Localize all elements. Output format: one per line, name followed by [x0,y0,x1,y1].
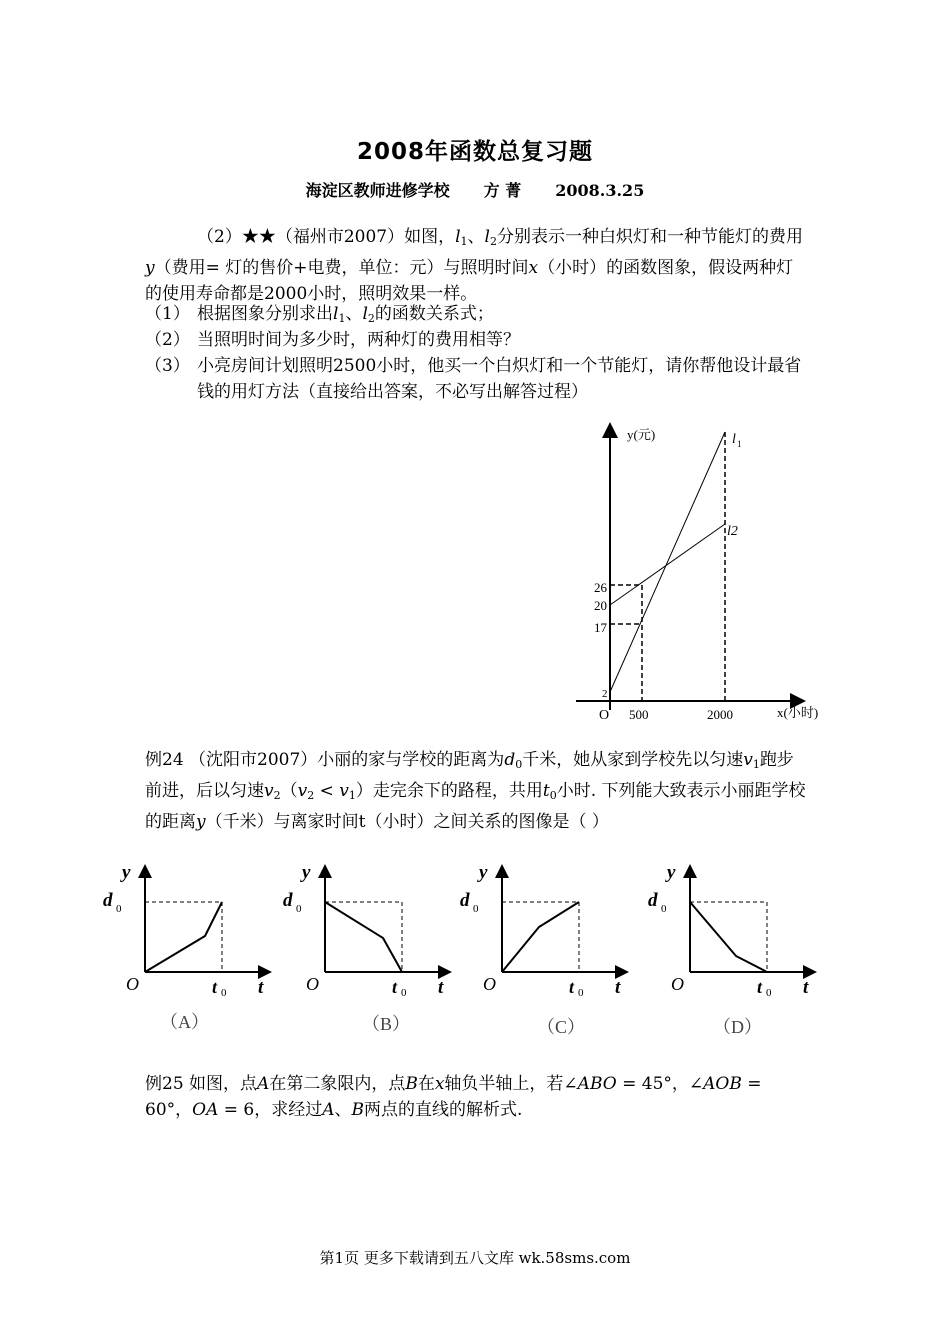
svg-text:d: d [648,890,658,911]
option-graphs [100,850,830,1050]
svg-text:O: O [126,974,139,994]
l2-label: l2 [727,524,738,539]
svg-text:d: d [460,890,470,911]
svg-text:0: 0 [221,987,227,999]
svg-text:t: t [803,977,809,998]
svg-text:O: O [671,974,684,994]
option-c-label: （C） [537,1017,586,1037]
problem-25-text: 例25 如图，点A在第二象限内，点B在x轴负半轴上，若∠ABO = 45°，∠AOB = 60°，OA = 6，求经过A、B两点的直线的解析式. [145,1074,762,1120]
svg-text:O: O [483,974,496,994]
svg-text:0: 0 [766,987,772,999]
option-b-graph [283,862,448,1034]
option-a-graph [103,862,268,1032]
problem-2-text: （2）★★（福州市2007）如图，$l_1$、$l_2$分别表示一种白炽灯和一种节能灯的费用y（费用= 灯的售价+电费，单位：元）与照明时间x（小时）的函数图象，假设两种灯的使用寿命都是2000小时，照明效果一样。 [145,227,803,304]
svg-text:t: t [615,977,621,998]
svg-text:0: 0 [578,987,584,999]
x-tick-500: 500 [629,707,649,722]
svg-text:d: d [103,890,113,911]
byline [0,178,950,201]
svg-text:0: 0 [401,987,407,999]
option-d-graph [648,862,813,1037]
svg-text:y: y [667,862,676,883]
option-d-curve [690,902,767,972]
svg-text:t: t [438,977,444,998]
svg-text:y: y [479,862,488,883]
y-tick-20: 20 [594,598,607,613]
option-b-curve [325,902,402,972]
question-1: （1） 根据图象分别求出$l_1$、$l_2$的函数关系式； [145,304,494,325]
l1-line [610,432,725,692]
svg-text:y: y [302,862,311,883]
origin-label: O [599,708,610,723]
svg-text:t: t [392,977,398,997]
y-tick-2: 2 [602,688,608,700]
y-axis-label: y(元) [627,427,656,442]
option-a-curve [145,902,222,972]
school-name: 海淀区教师进修学校 [305,181,450,200]
option-a-label: （A） [160,1012,209,1032]
date: 2008.3.25 [555,181,645,200]
svg-text:d: d [283,890,293,911]
page-title: 2008年函数总复习题 [356,139,593,165]
x-axis-label: x(小时) [777,705,819,720]
option-d-label: （D） [713,1017,762,1037]
page-footer: 第1页 更多下载请到五八文库 wk.58sms.com [319,1249,631,1267]
question-2: （2） 当照明时间为多少时，两种灯的费用相等？ [145,330,520,350]
svg-text:0: 0 [116,903,122,915]
problem-24-text: 例24 （沈阳市2007）小丽的家与学校的距离为$d_0$千米，她从家到学校先以匀速$v_1$跑步前进，后以匀速$v_2(v_2 < v_1)$走完余下的路程，共用$t_0$小时. 下列能大致表示小丽距学校的距离y（千米）与离家时间t（小时）之间关系的图像是（ ） [145,750,806,832]
author-name: 方 菁 [483,181,522,200]
l1-label-sub: 1 [737,439,742,449]
svg-text:t: t [212,977,218,997]
svg-text:y: y [122,862,131,883]
svg-text:0: 0 [296,903,302,915]
y-tick-26: 26 [594,580,607,595]
l2-line [610,524,725,605]
option-b-label: （B） [362,1014,411,1034]
svg-text:t: t [757,977,763,997]
x-tick-2000: 2000 [707,707,733,722]
question-3: （3） 小亮房间计划照明2500小时，他买一个白炽灯和一个节能灯，请你帮他设计最省钱的用灯方法（直接给出答案，不必写出解答过程） [145,356,802,402]
option-c-graph [460,862,625,1037]
svg-text:0: 0 [473,903,479,915]
svg-text:O: O [306,974,319,994]
guide-26 [610,585,642,701]
y-tick-17: 17 [594,620,607,635]
l1-label: l [732,432,736,447]
option-c-curve [502,902,579,972]
svg-text:0: 0 [661,903,667,915]
cost-graph [570,412,840,732]
svg-text:t: t [258,977,264,998]
svg-text:t: t [569,977,575,997]
